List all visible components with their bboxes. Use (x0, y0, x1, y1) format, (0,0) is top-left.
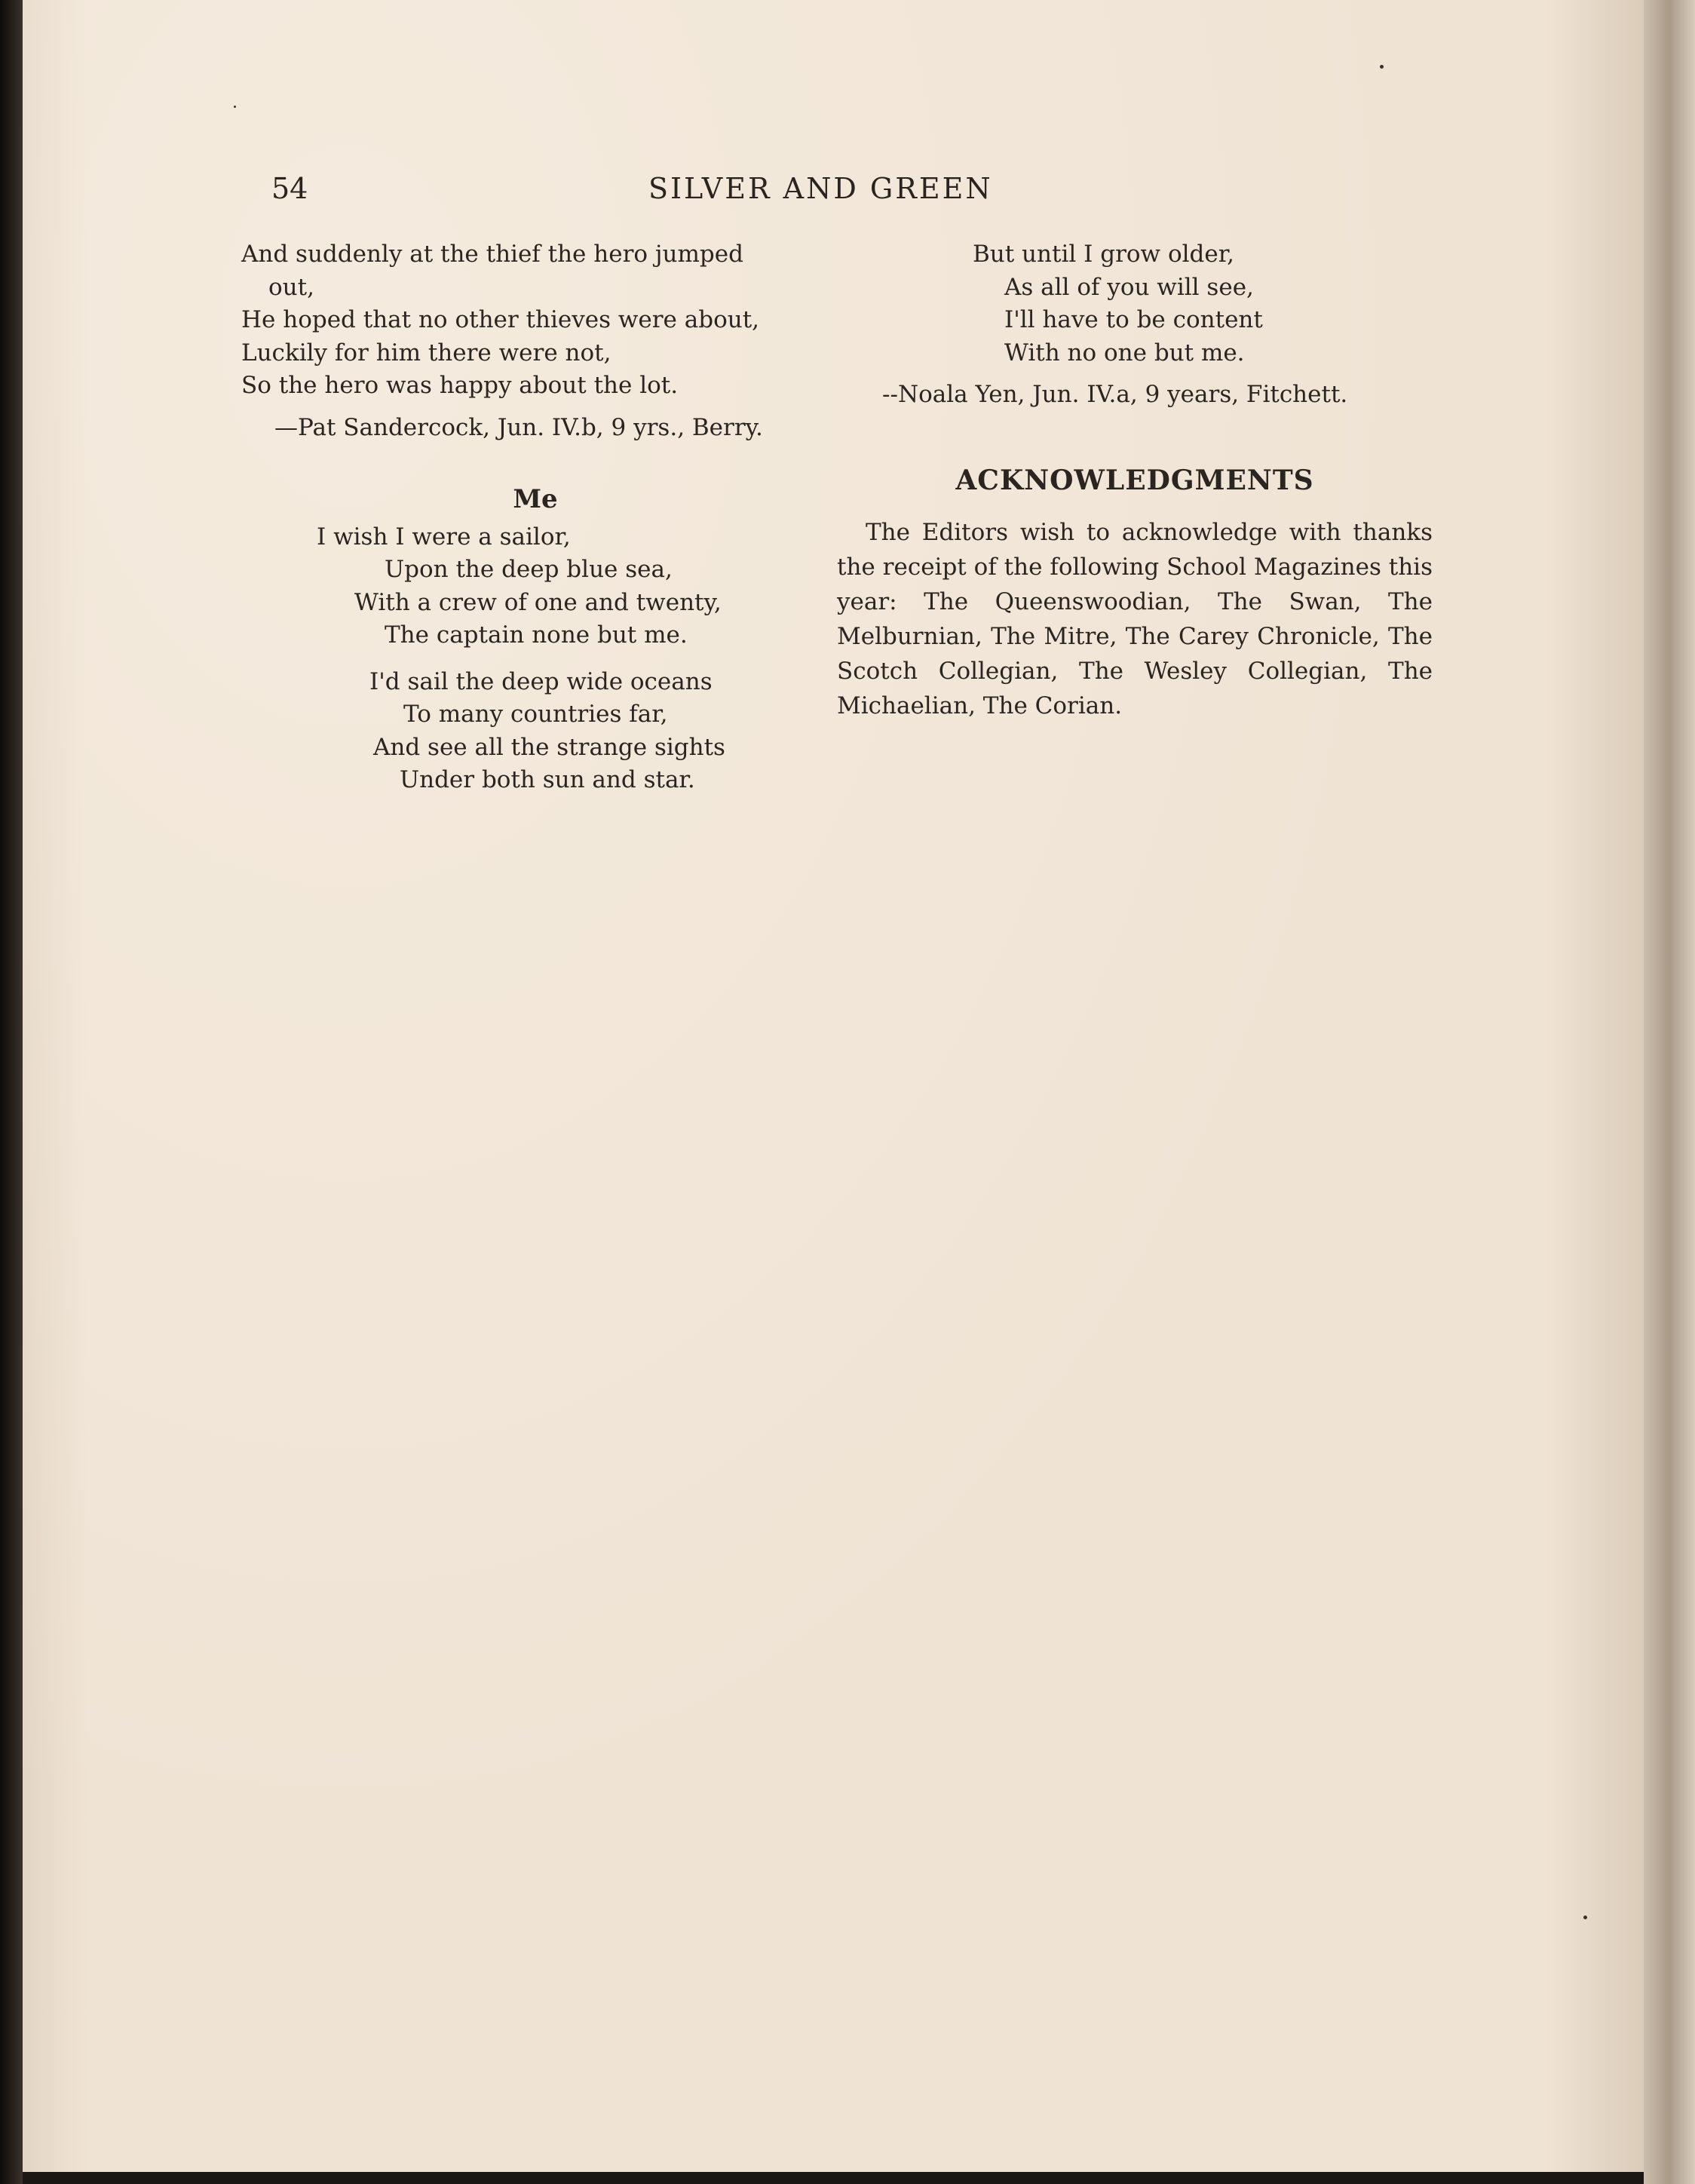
magazine-page (23, 0, 1644, 2172)
running-title: SILVER AND GREEN (648, 172, 993, 205)
poem-line: He hoped that no other thieves were about, (241, 306, 760, 333)
poem-line: With no one but me. (1004, 339, 1245, 367)
paper-speck (234, 106, 236, 108)
left-column (241, 238, 829, 797)
right-column (837, 238, 1433, 723)
poem-attribution: —Pat Sandercock, Jun. IV.b, 9 yrs., Berry. (274, 413, 763, 441)
poem-line: Upon the deep blue sea, (385, 556, 673, 583)
poem-line: out, (268, 273, 314, 301)
acknowledgment-paragraph: The Editors wish to acknowledge with thanks the receipt of the following School Magazines this year: The Queenswoodian, The Swan, The Melburnian, The Mitre, The Carey Chronicle, The Scotch Collegian, The Wesley Collegian, The Michaelian, The Corian. (837, 519, 1433, 719)
poem-title: Me (513, 484, 558, 514)
page-number: 54 (271, 172, 308, 205)
poem-line: As all of you will see, (1004, 273, 1254, 301)
poem-continuation (837, 238, 1433, 412)
poem-line: And suddenly at the thief the hero jumped (241, 241, 743, 268)
poem-line: Luckily for him there were not, (241, 339, 611, 367)
poem-line: But until I grow older, (973, 241, 1234, 268)
poem-line: So the hero was happy about the lot. (241, 372, 679, 399)
paper-speck (1583, 1916, 1587, 1919)
section-heading: ACKNOWLEDGMENTS (955, 464, 1314, 496)
poem-line: Under both sun and star. (400, 766, 695, 793)
poem-line: And see all the strange sights (373, 733, 725, 761)
poem-line: To many countries far, (403, 701, 668, 728)
poem-line: With a crew of one and twenty, (354, 588, 722, 616)
poem-attribution: --Noala Yen, Jun. IV.a, 9 years, Fitchett. (882, 381, 1348, 408)
poem-line: The captain none but me. (385, 621, 688, 649)
poem-line: I'll have to be content (1004, 306, 1263, 333)
book-page-edge (1644, 0, 1695, 2184)
poem-line: I wish I were a sailor, (317, 523, 571, 551)
page-header (23, 172, 1644, 217)
stanza-gap (241, 652, 829, 666)
poem-line: I'd sail the deep wide oceans (369, 667, 713, 695)
book-binding-shadow (0, 0, 23, 2184)
paper-speck (1380, 65, 1384, 69)
